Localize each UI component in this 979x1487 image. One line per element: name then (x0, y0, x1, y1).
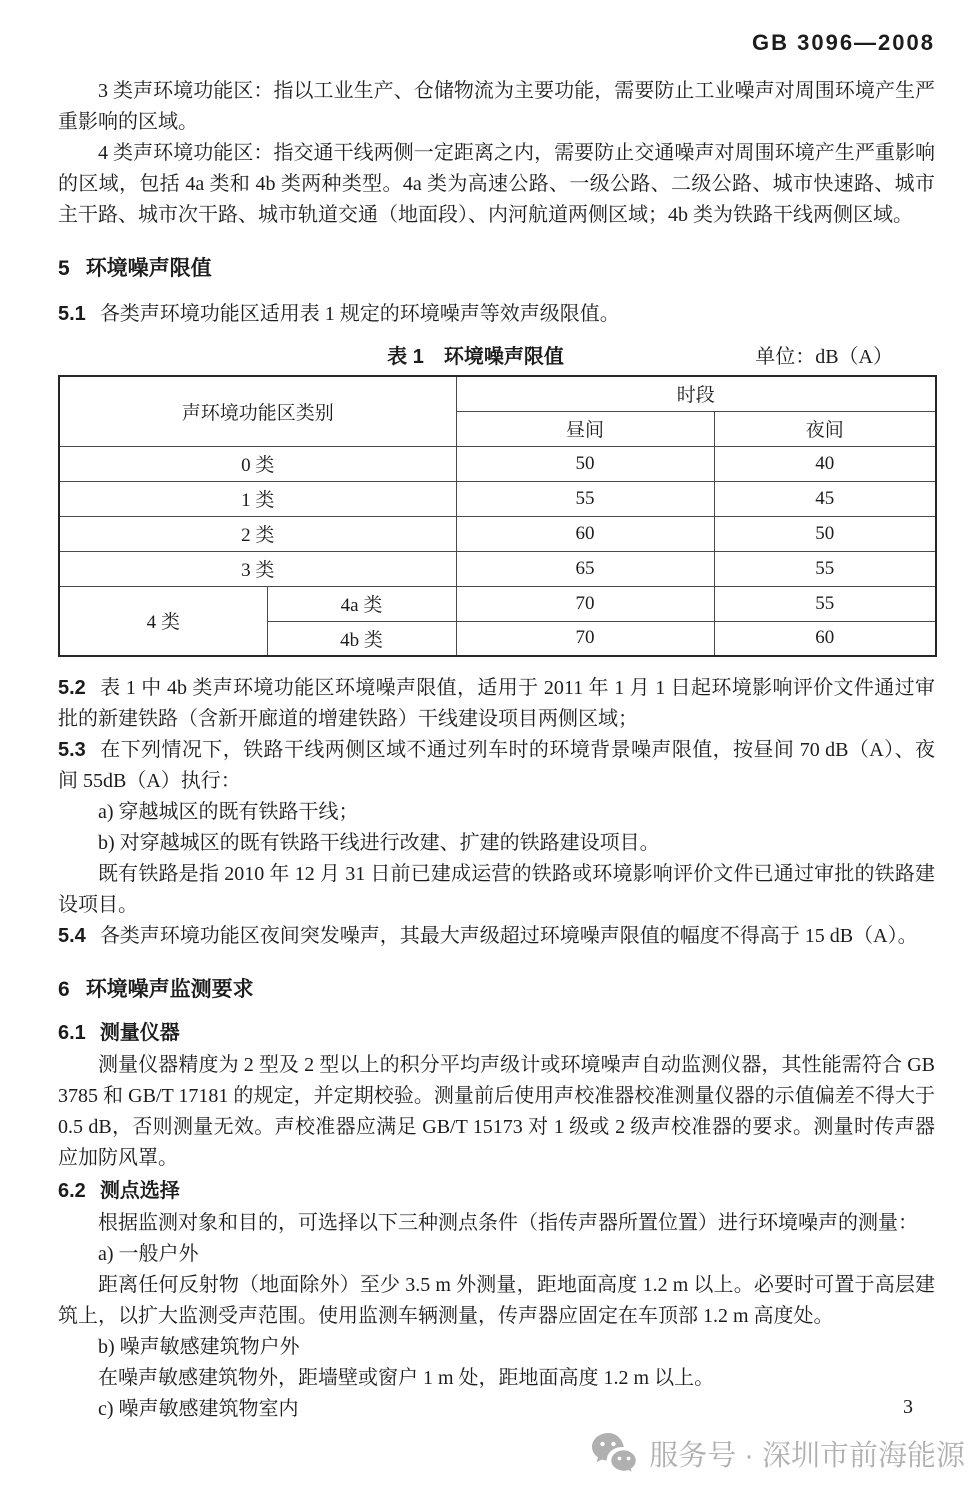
cell-day-value: 50 (456, 446, 714, 481)
header-cell-period: 时段 (456, 376, 936, 411)
clause-5-3-note: 既有铁路是指 2010 年 12 月 31 日前已建成运营的铁路或环境影响评价文件已通过审批的铁路建设项目。 (58, 863, 935, 916)
clause-text: 在下列情况下，铁路干线两侧区域不通过列车时的环境背景噪声限值，按昼间 70 dB（A）、夜间 55dB（A）执行： (58, 739, 935, 792)
table-row (59, 481, 936, 516)
cell-night-value: 55 (714, 551, 936, 586)
list-item-b: b) 对穿越城区的既有铁路干线进行改建、扩建的铁路建设项目。 (98, 832, 660, 854)
clause-text: 各类声环境功能区夜间突发噪声，其最大声级超过环境噪声限值的幅度不得高于 15 dB（A）。 (99, 925, 918, 947)
clause-6-1-text: 测量仪器精度为 2 型及 2 型以上的积分平均声级计或环境噪声自动监测仪器，其性能需符合 GB 3785 和 GB/T 17181 的规定，并定期校验。测量前后使用声校准器校准测量仪器的示值偏差不得大于 0.5 dB，否则测量无效。声校准器应满足 GB/T 15173 对 1 级或 2 级声校准器的要求。测量时传声器应加防风罩。 (58, 1054, 935, 1169)
clause-number: 6.2 (58, 1180, 86, 1202)
list-item-a-label: a) 一般户外 (98, 1243, 199, 1265)
cell-subcategory: 4a 类 (267, 586, 456, 621)
cell-day-value: 70 (456, 621, 714, 656)
footer-watermark (591, 1432, 965, 1474)
cell-night-value: 40 (714, 446, 936, 481)
section-5-heading (58, 257, 935, 281)
cell-category: 2 类 (59, 516, 456, 551)
cell-day-value: 60 (456, 516, 714, 551)
clause-6-2-heading (58, 1178, 935, 1204)
section-6-heading (58, 978, 935, 1002)
clause-6-1-heading (58, 1020, 935, 1046)
clause-5-1 (58, 299, 935, 330)
page-number: 3 (903, 1396, 913, 1418)
table-unit-label: 单位：dB（A） (755, 346, 893, 368)
cell-night-value: 50 (714, 516, 936, 551)
header-cell-night: 夜间 (714, 411, 936, 446)
list-item-b-label: b) 噪声敏感建筑物户外 (98, 1336, 300, 1358)
table-caption-row (58, 340, 935, 369)
clause-title: 测量仪器 (99, 1022, 180, 1044)
clause-number: 5.4 (58, 925, 86, 947)
cell-category: 3 类 (59, 551, 456, 586)
table-row (59, 586, 936, 621)
list-item-a: a) 穿越城区的既有铁路干线； (98, 801, 359, 823)
clause-5-2 (58, 673, 935, 735)
clause-5-4 (58, 921, 935, 952)
cell-subcategory: 4b 类 (267, 621, 456, 656)
table-header-row-1 (59, 376, 936, 411)
clause-5-3 (58, 735, 935, 797)
table-caption: 表 1 环境噪声限值 (387, 346, 564, 368)
paragraph-class4-definition: 4 类声环境功能区：指交通干线两侧一定距离之内，需要防止交通噪声对周围环境产生严重影响的区域，包括 4a 类和 4b 类两种类型。4a 类为高速公路、一级公路、二级公路、城市快速路、城市主干路、城市次干路、城市轨道交通（地面段）、内河航道两侧区域；4b 类为铁路干线两侧区域。 (58, 142, 935, 226)
paragraph-class3-definition: 3 类声环境功能区：指以工业生产、仓储物流为主要功能，需要防止工业噪声对周围环境产生严重影响的区域。 (58, 80, 935, 133)
cell-day-value: 65 (456, 551, 714, 586)
header-cell-category: 声环境功能区类别 (59, 376, 456, 446)
section-number: 5 (58, 257, 70, 280)
wechat-icon (591, 1432, 639, 1474)
section-title: 环境噪声监测要求 (85, 978, 254, 1001)
watermark-text: 服务号 · 深圳市前海能源 (649, 1439, 965, 1472)
noise-limit-table (58, 375, 937, 657)
clause-number: 5.2 (58, 677, 86, 699)
clause-text: 各类声环境功能区适用表 1 规定的环境噪声等效声级限值。 (99, 303, 620, 325)
cell-category: 0 类 (59, 446, 456, 481)
list-item-c-label: c) 噪声敏感建筑物室内 (98, 1398, 299, 1420)
item-b-text: 在噪声敏感建筑物外，距墙壁或窗户 1 m 处，距地面高度 1.2 m 以上。 (98, 1367, 715, 1389)
clause-number: 5.1 (58, 303, 86, 325)
cell-night-value: 55 (714, 586, 936, 621)
header-cell-day: 昼间 (456, 411, 714, 446)
table-row (59, 551, 936, 586)
table-row (59, 446, 936, 481)
section-title: 环境噪声限值 (85, 257, 212, 280)
cell-day-value: 55 (456, 481, 714, 516)
cell-night-value: 60 (714, 621, 936, 656)
section-number: 6 (58, 978, 70, 1001)
clause-number: 5.3 (58, 739, 86, 761)
cell-day-value: 70 (456, 586, 714, 621)
cell-category-4: 4 类 (59, 586, 267, 656)
clause-6-2-intro: 根据监测对象和目的，可选择以下三种测点条件（指传声器所置位置）进行环境噪声的测量： (98, 1212, 918, 1234)
standard-code: GB 3096—2008 (752, 30, 935, 55)
table-row (59, 516, 936, 551)
clause-text: 表 1 中 4b 类声环境功能区环境噪声限值，适用于 2011 年 1 月 1 日起环境影响评价文件通过审批的新建铁路（含新开廊道的增建铁路）干线建设项目两侧区域； (58, 677, 935, 730)
clause-title: 测点选择 (99, 1180, 180, 1202)
cell-night-value: 45 (714, 481, 936, 516)
cell-category: 1 类 (59, 481, 456, 516)
clause-number: 6.1 (58, 1022, 86, 1044)
item-a-text: 距离任何反射物（地面除外）至少 3.5 m 外测量，距地面高度 1.2 m 以上。必要时可置于高层建筑上，以扩大监测受声范围。使用监测车辆测量，传声器应固定在车顶部 1.2 m 高度处。 (58, 1274, 935, 1327)
